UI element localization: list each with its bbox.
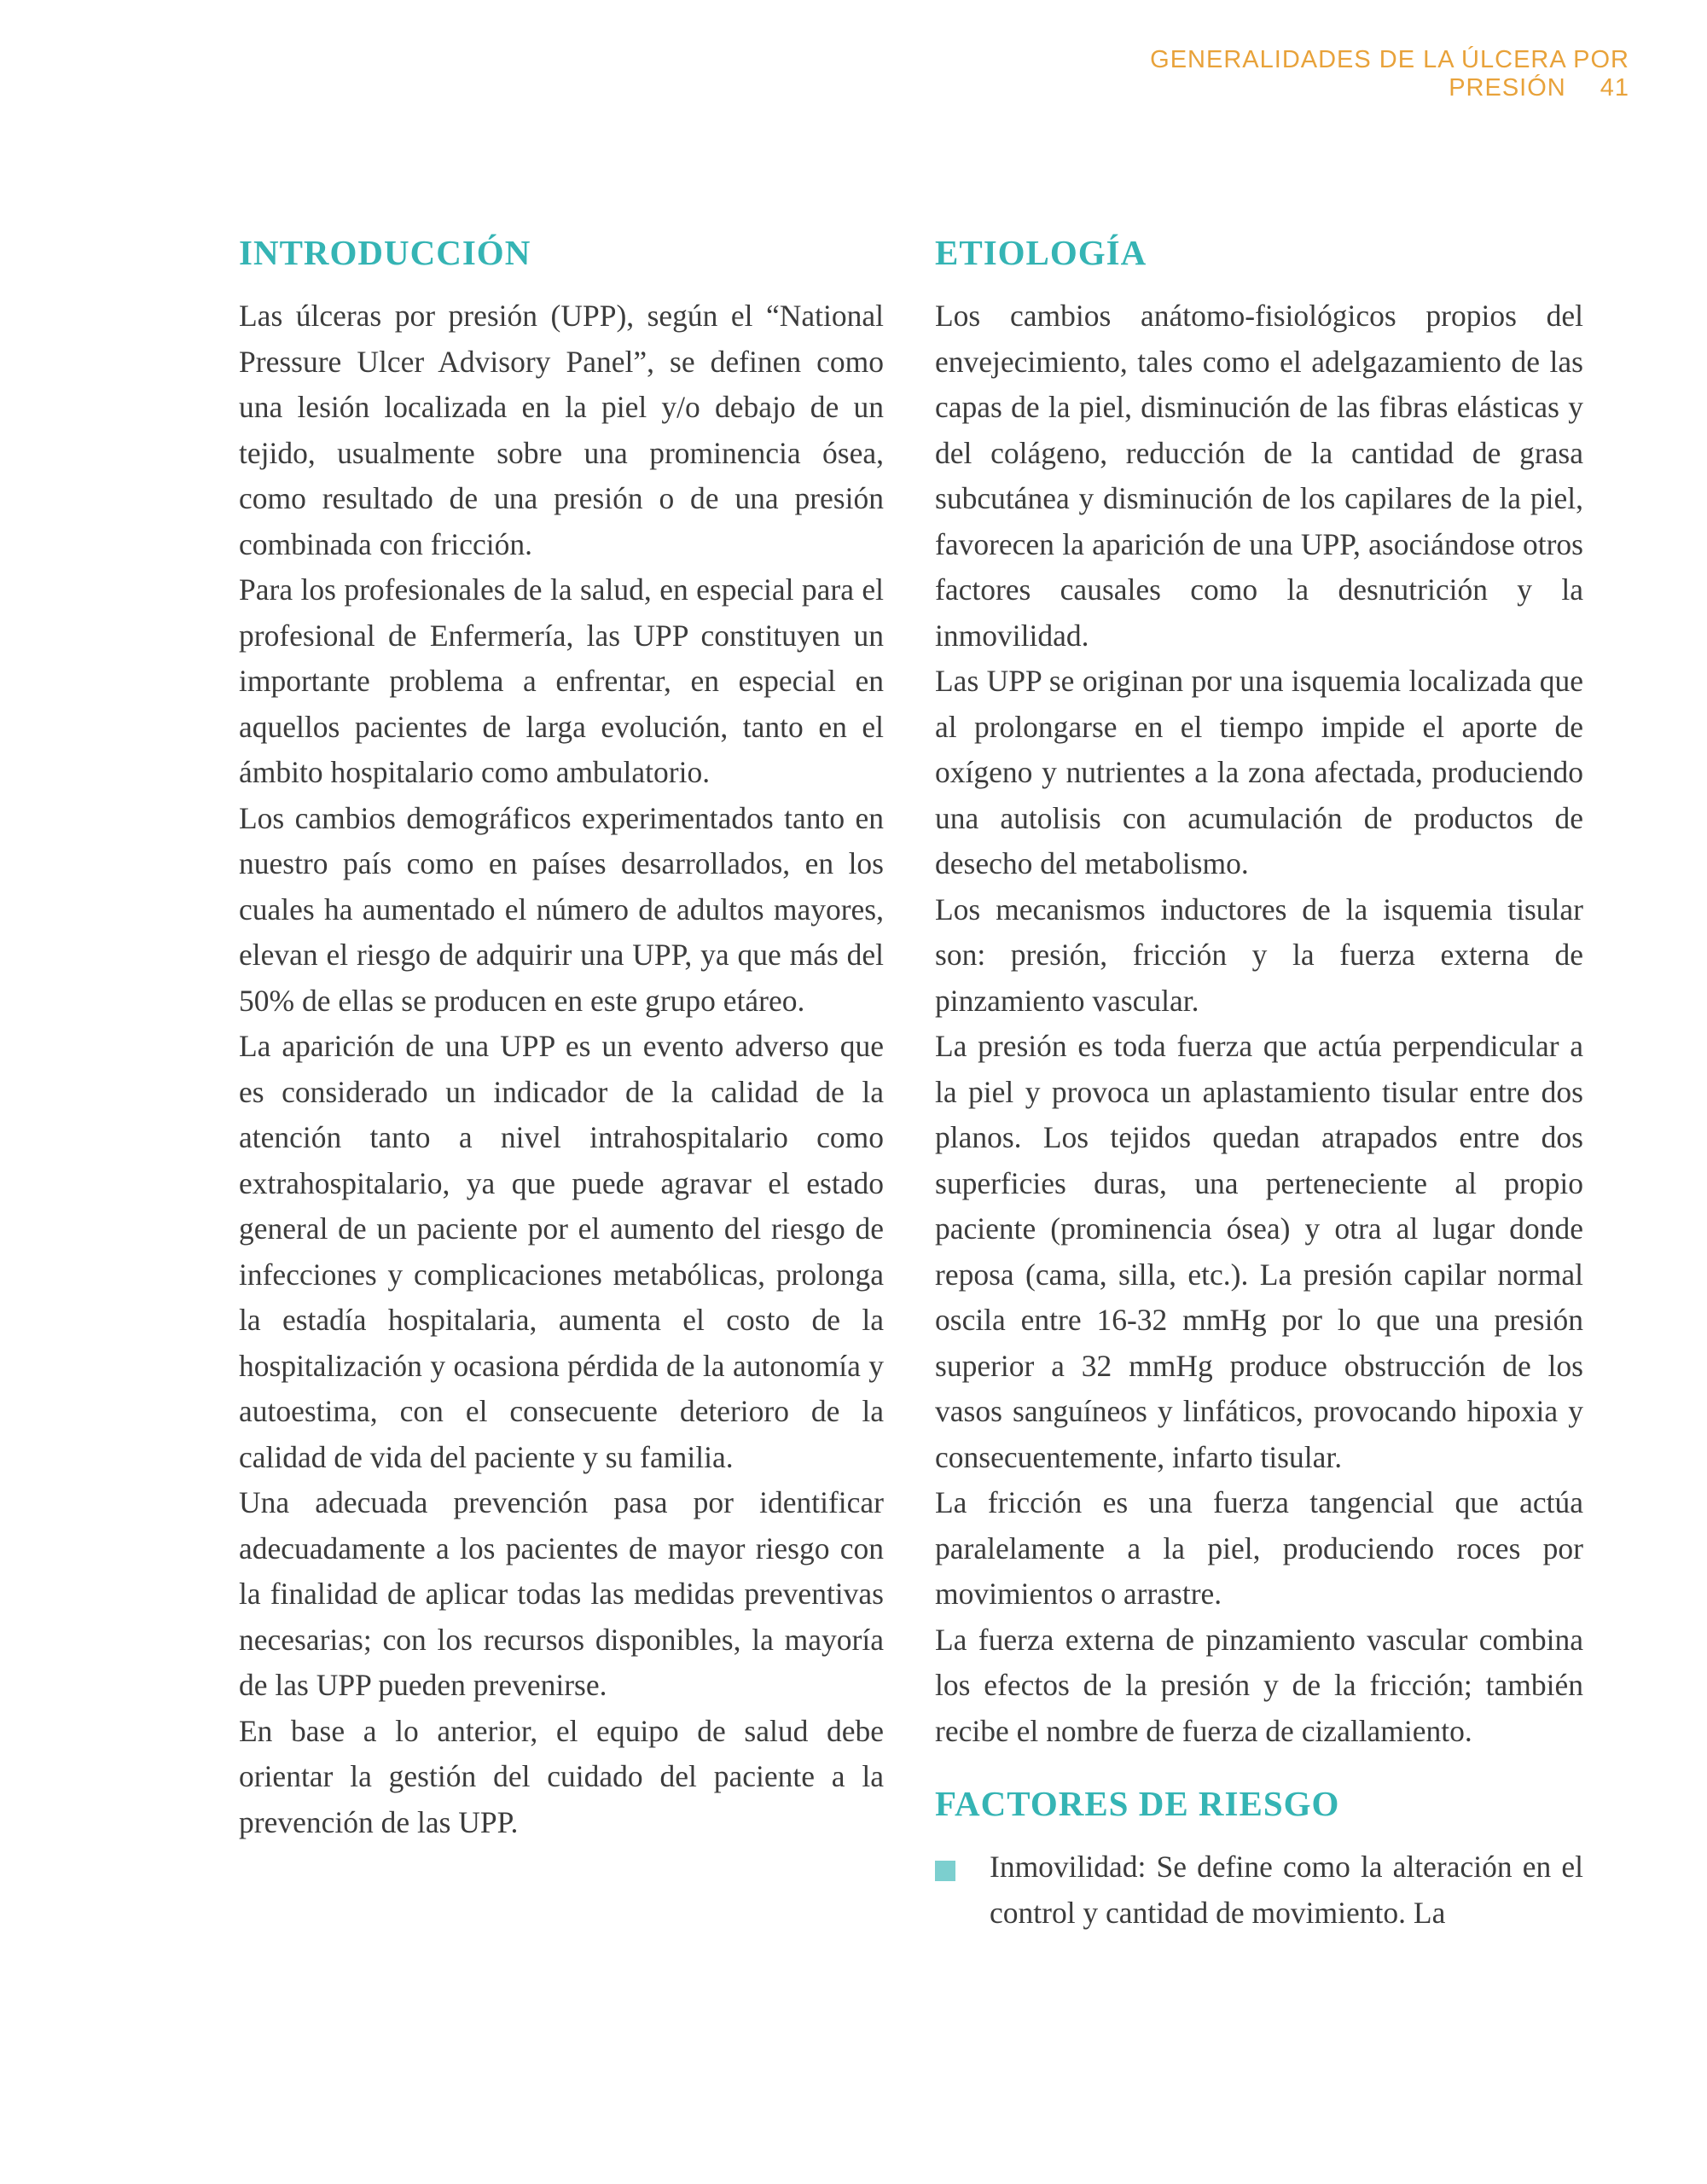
- square-bullet-icon: [935, 1861, 955, 1881]
- etiologia-paragraph-6: La fuerza externa de pinzamiento vascular combina los efectos de la presión y de la fricción; también recibe el nombre de fuerza de cizallamiento.: [935, 1622, 1583, 1748]
- etiologia-paragraph-5: La fricción es una fuerza tangencial que actúa paralelamente a la piel, produciendo roces por movimientos o arrastre.: [935, 1485, 1583, 1611]
- page-number: 41: [1600, 74, 1629, 102]
- risk-factor-text: Inmovilidad: Se define como la alteración en el control y cantidad de movimiento. La: [990, 1850, 1583, 1930]
- etiologia-paragraph-2: Las UPP se originan por una isquemia localizada que al prolongarse en el tiempo impide el aporte de oxígeno y nutrientes a la zona afectada, produciendo una autolisis con acumulación de productos de desecho del metabolismo.: [935, 664, 1583, 880]
- heading-introduccion: INTRODUCCIÓN: [239, 233, 531, 272]
- left-column: [239, 229, 884, 1845]
- intro-paragraph-3: Los cambios demográficos experimentados tanto en nuestro país como en países desarrollados, en los cuales ha aumentado el número de adultos mayores, elevan el riesgo de adquirir una UPP, ya que más del 50% de ellas se producen en este grupo etáreo.: [239, 800, 884, 1018]
- etiologia-paragraph-3: Los mecanismos inductores de la isquemia tisular son: presión, fricción y la fuerza externa de pinzamiento vascular.: [935, 892, 1583, 1018]
- etiologia-paragraph-4: La presión es toda fuerza que actúa perpendicular a la piel y provoca un aplastamiento tisular entre dos planos. Los tejidos quedan atrapados entre dos superficies duras, una perteneciente al propio paciente (prominencia ósea) y otra al lugar donde reposa (cama, silla, etc.). La presión capilar normal oscila entre 16-32 mmHg por lo que una presión superior a 32 mmHg produce obstrucción de los vasos sanguíneos y linfáticos, provocando hipoxia y consecuentemente, infarto tisular.: [935, 1029, 1583, 1474]
- intro-paragraph-5: Una adecuada prevención pasa por identificar adecuadamente a los pacientes de mayor riesgo con la finalidad de aplicar todas las medidas preventivas necesarias; con los recursos disponibles, la mayoría de las UPP pueden prevenirse.: [239, 1485, 884, 1702]
- intro-paragraph-4: La aparición de una UPP es un evento adverso que es considerado un indicador de la calidad de la atención tanto a nivel intrahospitalario como extrahospitalario, ya que puede agravar el estado general de un paciente por el aumento del riesgo de infecciones y complicaciones metabólicas, prolonga la estadía hospitalaria, aumenta el costo de la hospitalización y ocasiona pérdida de la autonomía y autoestima, con el consecuente deterioro de la calidad de vida del paciente y su familia.: [239, 1029, 884, 1474]
- section-spacer: [935, 1754, 1583, 1780]
- risk-factor-item: [935, 1844, 1583, 1936]
- running-title: GENERALIDADES DE LA ÚLCERA POR PRESIÓN: [1150, 46, 1629, 102]
- running-head: [981, 46, 1629, 102]
- etiologia-paragraph-1: Los cambios anátomo-fisiológicos propios del envejecimiento, tales como el adelgazamiento de las capas de la piel, disminución de las fibras elásticas y del colágeno, reducción de la cantidad de grasa subcutánea y disminución de los capilares de la piel, favorecen la aparición de una UPP, asociándose otros factores causales como la desnutrición y la inmovilidad.: [935, 299, 1583, 653]
- heading-factores-de-riesgo: FACTORES DE RIESGO: [935, 1784, 1340, 1823]
- intro-paragraph-1: Las úlceras por presión (UPP), según el “National Pressure Ulcer Advisory Panel”, se definen como una lesión localizada en la piel y/o debajo de un tejido, usualmente sobre una prominencia ósea, como resultado de una presión o de una presión combinada con fricción.: [239, 299, 884, 561]
- heading-etiologia: ETIOLOGÍA: [935, 233, 1147, 272]
- intro-paragraph-2: Para los profesionales de la salud, en especial para el profesional de Enfermería, las UPP constituyen un importante problema a enfrentar, en especial en aquellos pacientes de larga evolución, tanto en el ámbito hospitalario como ambulatorio.: [239, 572, 884, 789]
- intro-paragraph-6: En base a lo anterior, el equipo de salud debe orientar la gestión del cuidado del paciente a la prevención de las UPP.: [239, 1713, 884, 1839]
- right-column: [935, 229, 1583, 1936]
